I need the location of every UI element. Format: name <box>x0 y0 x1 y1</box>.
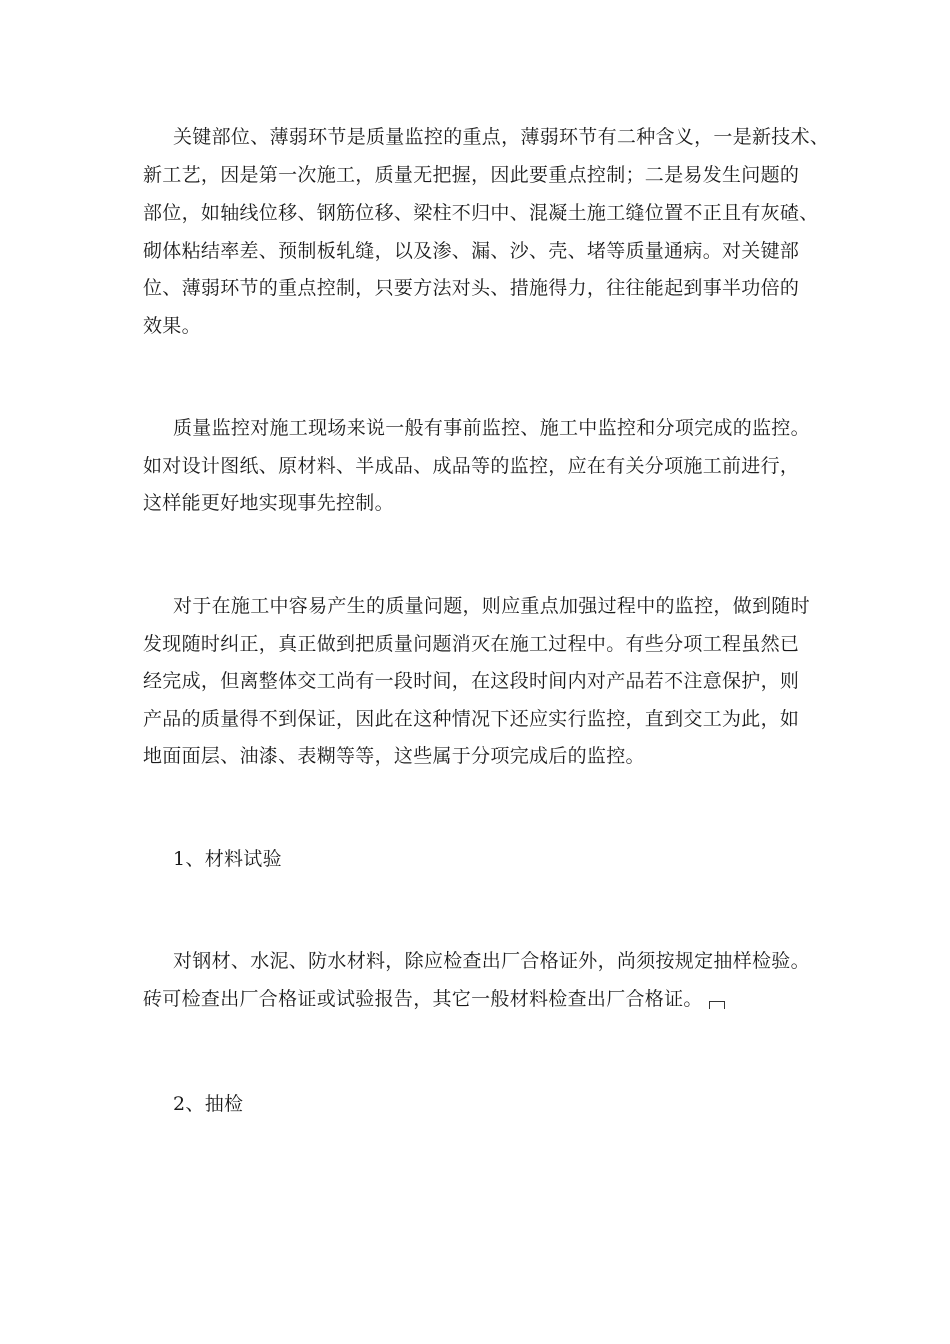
paragraph-3-line-3: 经完成，但离整体交工尚有一段时间，在这段时间内对产品若不注意保护，则 <box>143 670 800 692</box>
paragraph-1-line-6: 效果。 <box>143 315 201 337</box>
paragraph-4-line-1: 对钢材、水泥、防水材料，除应检查出厂合格证外，尚须按规定抽样检验。 <box>173 950 810 972</box>
paragraph-4-line-2-text: 砖可检查出厂合格证或试验报告，其它一般材料检查出厂合格证。 <box>143 988 703 1010</box>
paragraph-3-line-2: 发现随时纠正，真正做到把质量问题消灭在施工过程中。有些分项工程虽然已 <box>143 633 800 655</box>
section-heading-material-test: 1、材料试验 <box>173 848 282 870</box>
paragraph-4-line-2 <box>143 987 725 1011</box>
paragraph-2-line-2: 如对设计图纸、原材料、半成品、成品等的监控，应在有关分项施工前进行， <box>143 455 800 477</box>
paragraph-2-line-1: 质量监控对施工现场来说一般有事前监控、施工中监控和分项完成的监控。 <box>173 417 810 439</box>
paragraph-3-line-1: 对于在施工中容易产生的质量问题，则应重点加强过程中的监控，做到随时 <box>173 595 810 617</box>
paragraph-1-line-5: 位、薄弱环节的重点控制，只要方法对头、措施得力，往往能起到事半功倍的 <box>143 277 800 299</box>
paragraph-2-line-3: 这样能更好地实现事先控制。 <box>143 492 394 514</box>
section-heading-sampling: 2、抽检 <box>173 1093 244 1115</box>
paragraph-3-line-4: 产品的质量得不到保证，因此在这种情况下还应实行监控，直到交工为此，如 <box>143 708 800 730</box>
paragraph-1-line-4: 砌体粘结率差、预制板轧缝，以及渗、漏、沙、壳、堵等质量通病。对关键部 <box>143 240 800 262</box>
paragraph-1-line-3: 部位，如轴线位移、钢筋位移、梁柱不归中、混凝土施工缝位置不正且有灰碴、 <box>143 202 819 224</box>
paragraph-1-line-2: 新工艺，因是第一次施工，质量无把握，因此要重点控制；二是易发生问题的 <box>143 164 800 186</box>
bracket-mark-icon <box>709 1001 725 1009</box>
paragraph-1-line-1: 关键部位、薄弱环节是质量监控的重点，薄弱环节有二种含义，一是新技术、 <box>173 126 830 148</box>
paragraph-3-line-5: 地面面层、油漆、表糊等等，这些属于分项完成后的监控。 <box>143 745 645 767</box>
